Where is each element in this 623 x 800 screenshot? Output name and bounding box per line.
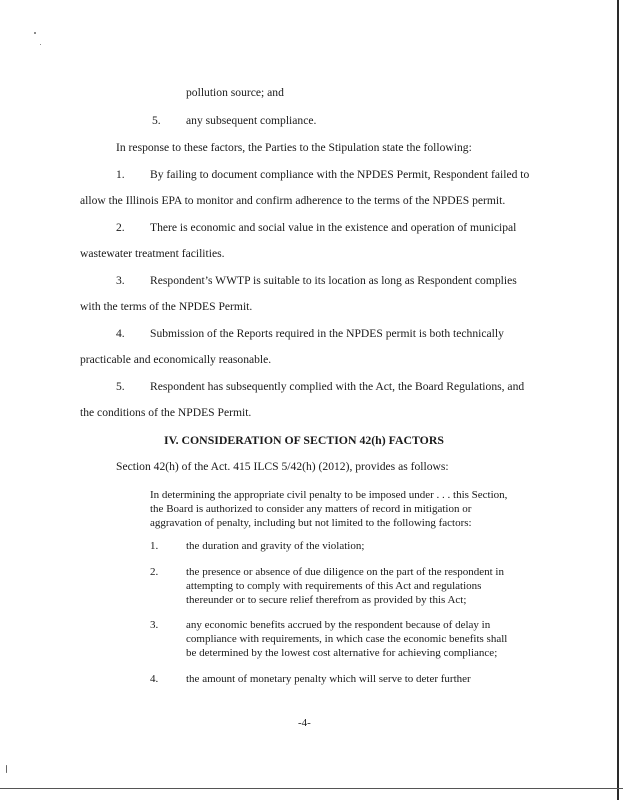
factor-number: 1. <box>150 540 159 552</box>
response-number: 2. <box>116 221 125 234</box>
response-intro: In response to these factors, the Parties to the Stipulation state the following: <box>116 141 472 154</box>
factor-text: attempting to comply with requirements of this Act and regulations <box>186 580 482 592</box>
scan-speck <box>40 44 41 45</box>
response-text: the conditions of the NPDES Permit. <box>80 406 252 419</box>
factor-text: the presence or absence of due diligence on the part of the respondent in <box>186 566 504 578</box>
response-number: 3. <box>116 274 125 287</box>
response-number: 1. <box>116 168 125 181</box>
quote-line: aggravation of penalty, including but not limited to the following factors: <box>150 517 472 529</box>
response-number: 5. <box>116 380 125 393</box>
section-intro: Section 42(h) of the Act. 415 ILCS 5/42(h) (2012), provides as follows: <box>116 460 449 473</box>
list-item-tail: pollution source; and <box>186 86 284 99</box>
factor-text: the duration and gravity of the violation; <box>186 540 365 552</box>
scan-speck <box>6 765 7 773</box>
factor-text: the amount of monetary penalty which will serve to deter further <box>186 673 471 685</box>
section-heading: IV. CONSIDERATION OF SECTION 42(h) FACTORS <box>164 433 444 447</box>
factor-text: any economic benefits accrued by the respondent because of delay in <box>186 619 491 631</box>
quote-line: In determining the appropriate civil penalty to be imposed under . . . this Section, <box>150 489 508 501</box>
response-text: practicable and economically reasonable. <box>80 353 272 366</box>
quote-line: the Board is authorized to consider any matters of record in mitigation or <box>150 503 472 515</box>
response-text: allow the Illinois EPA to monitor and confirm adherence to the terms of the NPDES permit. <box>80 194 506 207</box>
factor-text: be determined by the lowest cost alternative for achieving compliance; <box>186 647 498 659</box>
page-edge-shadow <box>617 0 619 800</box>
response-number: 4. <box>116 327 125 340</box>
page-number: -4- <box>298 717 311 729</box>
response-text: By failing to document compliance with the NPDES Permit, Respondent failed to <box>150 168 530 181</box>
response-text: Respondent’s WWTP is suitable to its location as long as Respondent complies <box>150 274 517 287</box>
response-text: Submission of the Reports required in the NPDES permit is both technically <box>150 327 504 340</box>
list-item-number: 5. <box>152 114 161 127</box>
factor-text: compliance with requirements, in which case the economic benefits shall <box>186 633 508 645</box>
factor-number: 2. <box>150 566 159 578</box>
list-item-text: any subsequent compliance. <box>186 114 317 127</box>
scan-speck <box>34 32 36 34</box>
response-text: There is economic and social value in the existence and operation of municipal <box>150 221 517 234</box>
response-text: with the terms of the NPDES Permit. <box>80 300 253 313</box>
factor-text: thereunder or to secure relief therefrom as provided by this Act; <box>186 594 467 606</box>
page-bottom-edge <box>0 788 623 789</box>
response-text: Respondent has subsequently complied with the Act, the Board Regulations, and <box>150 380 525 393</box>
factor-number: 4. <box>150 673 159 685</box>
factor-number: 3. <box>150 619 159 631</box>
response-text: wastewater treatment facilities. <box>80 247 225 260</box>
